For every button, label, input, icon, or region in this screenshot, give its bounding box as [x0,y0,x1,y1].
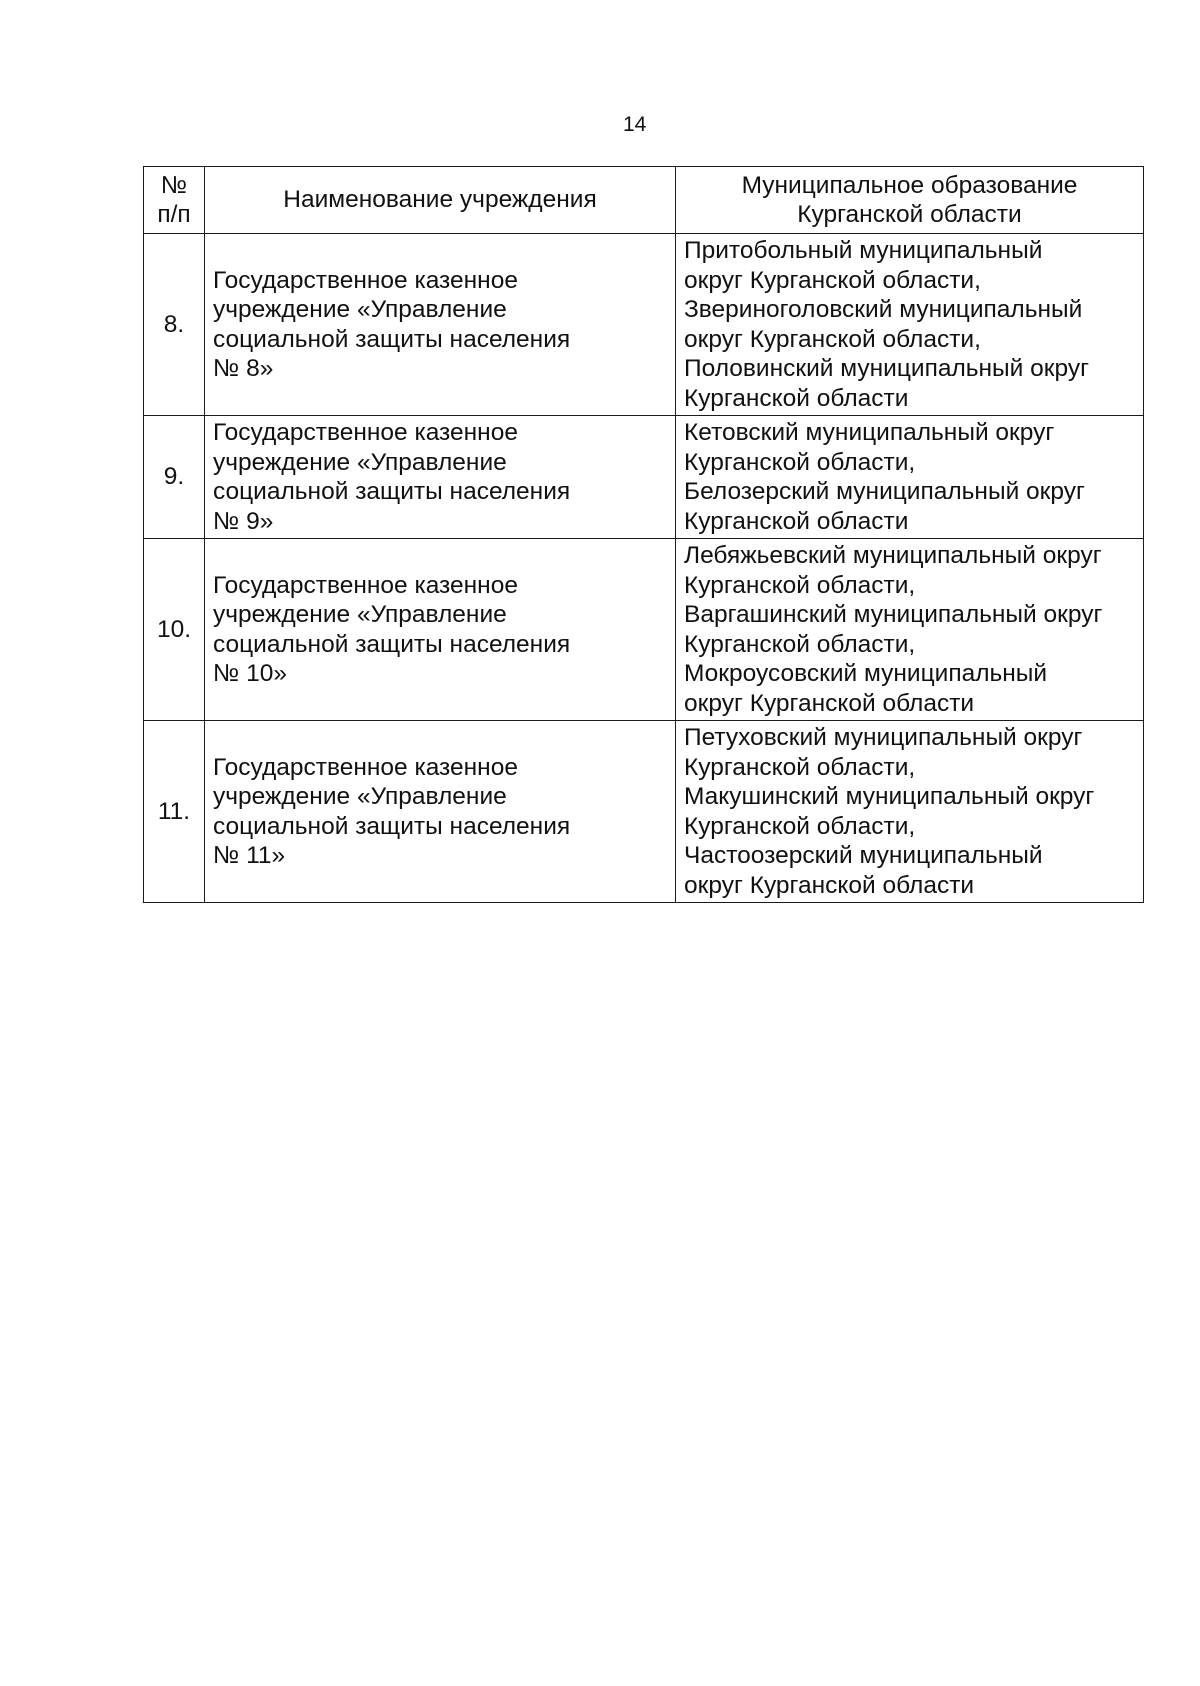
institution-name: Государственное казенное учреждение «Управление социальной защиты населения № 9» [205,416,676,539]
row-number: 8. [144,234,205,416]
table-row [144,416,1144,539]
header-number: № п/п [144,167,205,234]
municipality-list: Кетовский муниципальный округ Курганской области, Белозерский муниципальный округ Курганской области [676,416,1144,539]
institution-name: Государственное казенное учреждение «Управление социальной защиты населения № 11» [205,721,676,903]
row-number: 10. [144,539,205,721]
municipality-list: Лебяжьевский муниципальный округ Курганской области, Варгашинский муниципальный округ Курганской области, Мокроусовский муниципальный округ Курганской области [676,539,1144,721]
row-number: 11. [144,721,205,903]
institution-name: Государственное казенное учреждение «Управление социальной защиты населения № 10» [205,539,676,721]
page-number: 14 [623,113,647,136]
row-number: 9. [144,416,205,539]
header-institution-name: Наименование учреждения [205,167,676,234]
table-row [144,234,1144,416]
municipality-list: Петуховский муниципальный округ Курганской области, Макушинский муниципальный округ Курганской области, Частоозерский муниципальный округ Курганской области [676,721,1144,903]
table-row [144,721,1144,903]
institutions-table [143,166,1144,903]
municipality-list: Притобольный муниципальный округ Курганской области, Звериноголовский муниципальный округ Курганской области, Половинский муниципальный округ Курганской области [676,234,1144,416]
table-row [144,539,1144,721]
header-municipality: Муниципальное образование Курганской области [676,167,1144,234]
table-header-row [144,167,1144,234]
institution-name: Государственное казенное учреждение «Управление социальной защиты населения № 8» [205,234,676,416]
